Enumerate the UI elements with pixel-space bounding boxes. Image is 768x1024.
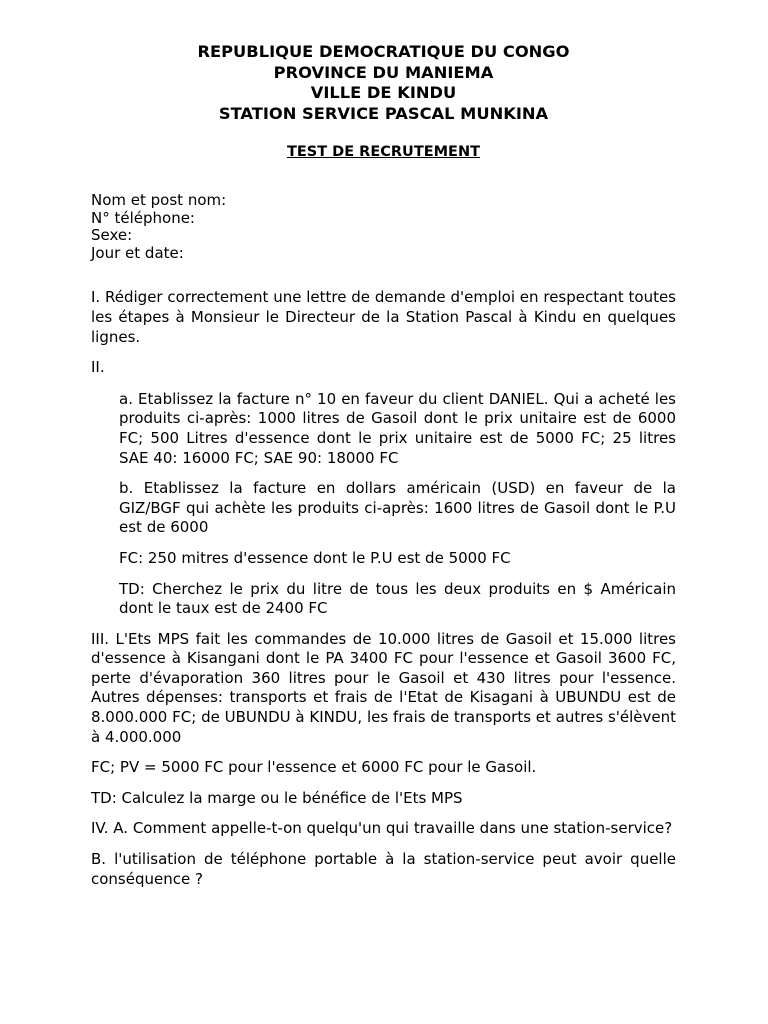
question-2b-continued: FC: 250 mitres d'essence dont le P.U est de 5000 FC [119, 548, 511, 567]
document-title: TEST DE RECRUTEMENT [287, 144, 480, 161]
candidate-fields [91, 192, 676, 262]
question-4a: IV. A. Comment appelle-t-on quelqu'un qui travaille dans une station-service? [91, 819, 673, 838]
field-date: Jour et date: [91, 243, 184, 262]
field-phone: N° téléphone: [91, 208, 195, 227]
header-station: STATION SERVICE PASCAL MUNKINA [218, 103, 549, 123]
field-name: Nom et post nom: [91, 191, 227, 210]
header-country: REPUBLIQUE DEMOCRATIQUE DU CONGO [197, 42, 570, 61]
question-2-heading: II. [91, 358, 105, 377]
document-page [91, 42, 676, 889]
question-3-td: TD: Calculez la marge ou le bénéfice de l'Ets MPS [91, 788, 463, 807]
question-4b: B. l'utilisation de téléphone portable à la station-service peut avoir quelle conséquence ? [91, 850, 676, 888]
question-3-continued: FC; PV = 5000 FC pour l'essence et 6000 FC pour le Gasoil. [91, 758, 537, 777]
question-2a: a. Etablissez la facture n° 10 en faveur du client DANIEL. Qui a acheté les produits ci-après: 1000 litres de Gasoil dont le prix unitaire est de 6000 FC; 500 Litres d'essence dont le prix unitaire est de 5000 FC; 25 litres SAE 40: 16000 FC; SAE 90: 18000 FC [119, 389, 676, 467]
question-2b: b. Etablissez la facture en dollars américain (USD) en faveur de la GIZ/BGF qui achète les produits ci-après: 1600 litres de Gasoil dont le P.U est de 6000 [119, 479, 676, 537]
question-1: I. Rédiger correctement une lettre de demande d'emploi en respectant toutes les étapes à Monsieur le Directeur de la Station Pascal à Kindu en quelques lignes. [91, 288, 676, 346]
header-province: PROVINCE DU MANIEMA [273, 62, 494, 82]
document-header [91, 42, 676, 124]
header-city: VILLE DE KINDU [310, 83, 457, 103]
question-2-td: TD: Cherchez le prix du litre de tous les deux produits en $ Américain dont le taux est de 2400 FC [119, 579, 676, 618]
field-sex: Sexe: [91, 226, 133, 245]
question-3: III. L'Ets MPS fait les commandes de 10.000 litres de Gasoil et 15.000 litres d'essence à Kisangani dont le PA 3400 FC pour l'essence et Gasoil 3600 FC, perte d'évaporation 360 litres pour le Gasoil et 430 litres pour l'essence. Autres dépenses: transports et frais de l'Etat de Kisagani à UBUNDU est de 8.000.000 FC; de UBUNDU à KINDU, les frais de transports et autres s'élèvent à 4.000.000 [91, 629, 676, 746]
